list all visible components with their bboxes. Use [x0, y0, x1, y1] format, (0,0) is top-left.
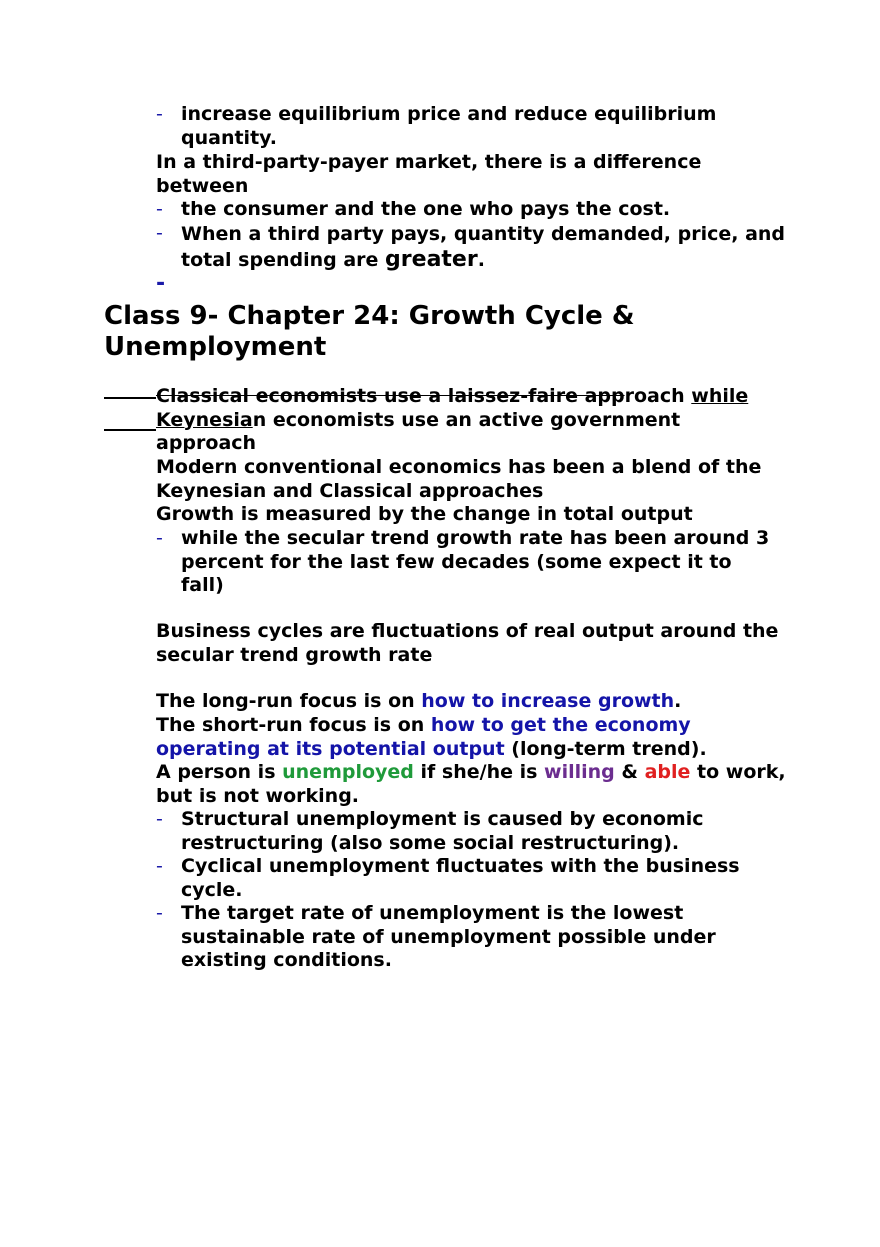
unemployed-mid1: if she/he is	[413, 761, 545, 783]
approaches-paragraph	[156, 385, 776, 456]
unemployed-mid2: &	[614, 761, 645, 783]
business-cycles: Business cycles are fluctuations of real output around the secular trend growth rate	[156, 620, 779, 666]
bullet-secular-trend: while the secular trend growth rate has been around 3 percent for the last few decades (some expect it to fall)	[181, 527, 770, 596]
underline-margin	[104, 429, 156, 431]
third-party-pays-text: When a third party pays, quantity demanded, price, and total spending are	[181, 223, 786, 271]
bullet-target-rate: The target rate of unemployment is the lowest sustainable rate of unemployment possible under existing conditions.	[181, 902, 716, 971]
unemployed-word: unemployed	[282, 761, 414, 783]
bullet-consumer-payer: the consumer and the one who pays the cost.	[181, 198, 671, 220]
bullet-dash: -	[156, 198, 163, 220]
empty-bullet-dash: -	[156, 271, 166, 296]
bullet-dash: -	[156, 527, 163, 549]
unemployed-definition	[156, 761, 796, 808]
bullet-cyclical: Cyclical unemployment fluctuates with the business cycle.	[181, 855, 740, 901]
third-party-pays-end: .	[477, 249, 485, 271]
long-run-pre: The long-run focus is on	[156, 690, 422, 712]
roach-text: roach	[624, 385, 685, 407]
unemployed-pre: A person is	[156, 761, 283, 783]
long-run-focus	[156, 690, 806, 714]
approaches-rest: n economists use an active government approach	[156, 408, 681, 454]
unemployed-post: to work, but is not working.	[156, 761, 786, 807]
bullet-dash: -	[156, 103, 163, 125]
greater-word: greater	[385, 247, 478, 272]
bullet-structural: Structural unemployment is caused by economic restructuring (also some social restructuring).	[181, 808, 704, 854]
short-run-pre: The short-run focus is on	[156, 714, 431, 736]
short-run-highlight: how to get the economy operating at its potential output	[156, 714, 691, 760]
chapter-heading: Class 9- Chapter 24: Growth Cycle & Unemployment	[104, 301, 635, 362]
long-run-post: .	[674, 690, 682, 712]
bullet-dash: -	[156, 902, 163, 924]
bullet-equilibrium: increase equilibrium price and reduce equilibrium quantity.	[181, 103, 717, 149]
bullet-dash: -	[156, 808, 163, 830]
long-run-highlight: how to increase growth	[421, 690, 675, 712]
modern-economics: Modern conventional economics has been a blend of the Keynesian and Classical approaches	[156, 456, 762, 502]
bullet-third-party-pays	[181, 222, 791, 273]
bullet-dash: -	[156, 222, 163, 244]
short-run-focus	[156, 714, 796, 761]
struck-text: Classical economists use a laissez-faire app	[156, 385, 625, 407]
underlined-text: while Keynesia	[156, 385, 749, 431]
bullet-dash: -	[156, 855, 163, 877]
willing-word: willing	[544, 761, 615, 783]
third-party-intro: In a third-party-payer market, there is a difference between	[156, 151, 702, 197]
growth-measure: Growth is measured by the change in total output	[156, 503, 693, 525]
able-word: able	[644, 761, 691, 783]
strike-line-margin	[104, 397, 156, 399]
short-run-post: (long-term trend).	[504, 737, 707, 760]
